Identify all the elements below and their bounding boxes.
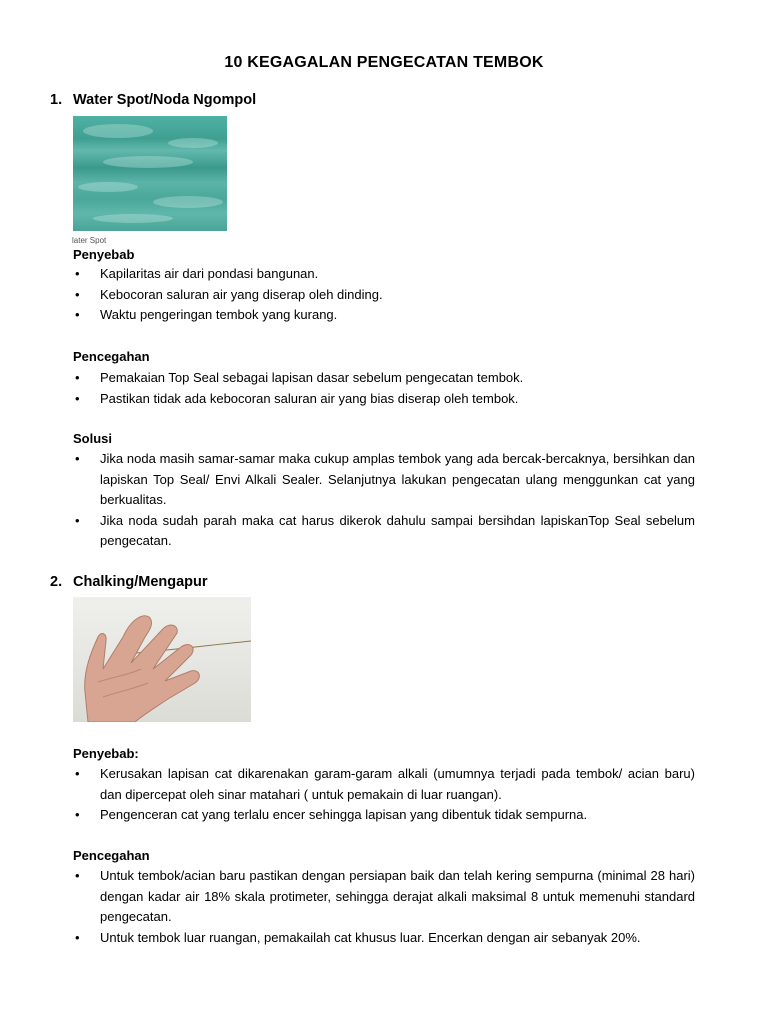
pencegahan-list: [73, 866, 695, 948]
list-item: • Kapilaritas air dari pondasi bangunan.: [73, 264, 695, 285]
section-title: Chalking/Mengapur: [73, 574, 208, 590]
chalking-hand-photo: [73, 597, 251, 722]
pencegahan-label: Pencegahan: [73, 349, 150, 364]
list-item: • Pemakaian Top Seal sebagai lapisan dasar sebelum pengecatan tembok.: [73, 368, 695, 389]
list-item: • Untuk tembok/acian baru pastikan dengan persiapan baik dan telah kering sempurna (minimal 28 hari) dengan kadar air 18% skala protimeter, sehingga derajat alkali maksimal 8 untuk memenuhi standard pengecatan.: [73, 866, 695, 928]
list-item: • Pengenceran cat yang terlalu encer sehingga lapisan yang dibentuk tidak sempurna.: [73, 805, 695, 826]
list-item: • Pastikan tidak ada kebocoran saluran air yang bias diserap oleh tembok.: [73, 389, 695, 410]
solusi-list: [73, 449, 695, 552]
penyebab-label: Penyebab:: [73, 746, 139, 761]
list-item: • Waktu pengeringan tembok yang kurang.: [73, 305, 695, 326]
section-title: Water Spot/Noda Ngompol: [73, 92, 257, 108]
image-caption: later Spot: [72, 236, 107, 245]
section-number: 1.: [50, 92, 63, 108]
section-heading-water-spot: [50, 92, 256, 108]
penyebab-list: [73, 764, 695, 826]
list-item: • Jika noda masih samar-samar maka cukup amplas tembok yang ada bercak-bercaknya, bersihkan dan lapiskan Top Seal/ Envi Alkali Sealer. Selanjutnya lakukan pengecatan ulang menggunkan cat yang berkualitas.: [73, 449, 695, 511]
list-item: • Kebocoran saluran air yang diserap oleh dinding.: [73, 285, 695, 306]
section-heading-chalking: [50, 574, 208, 590]
penyebab-list: [73, 264, 695, 326]
list-item: • Jika noda sudah parah maka cat harus dikerok dahulu sampai bersihdan lapiskanTop Seal sebelum pengecatan.: [73, 511, 695, 552]
list-item: • Kerusakan lapisan cat dikarenakan garam-garam alkali (umumnya terjadi pada tembok/ acian baru) dan dipercepat oleh sinar matahari ( untuk pemakain di luar ruangan).: [73, 764, 695, 805]
list-item: • Untuk tembok luar ruangan, pemakailah cat khusus luar. Encerkan dengan air sebanyak 20%.: [73, 928, 695, 949]
pencegahan-list: [73, 368, 695, 409]
penyebab-label: Penyebab: [73, 247, 135, 262]
water-spot-photo: [73, 116, 227, 231]
page-title: 10 KEGAGALAN PENGECATAN TEMBOK: [224, 54, 544, 71]
pencegahan-label: Pencegahan: [73, 848, 150, 863]
solusi-label: Solusi: [73, 431, 113, 446]
section-number: 2.: [50, 574, 63, 590]
